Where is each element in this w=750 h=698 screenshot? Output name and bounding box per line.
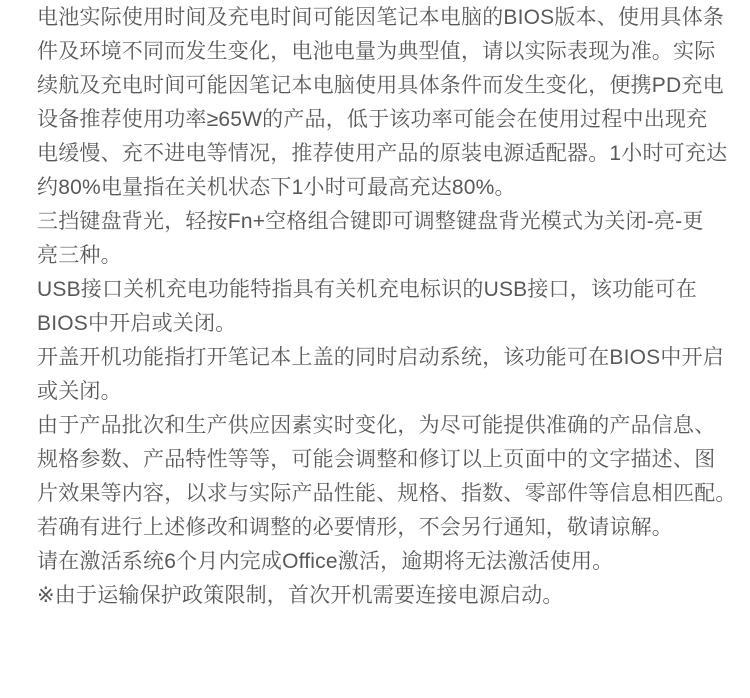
- text-line: 片效果等内容，以求与实际产品性能、规格、指数、零部件等信息相匹配。: [37, 482, 737, 505]
- text-line: 开盖开机功能指打开笔记本上盖的同时启动系统，该功能可在BIOS中开启: [37, 346, 724, 369]
- text-line: 请在激活系统6个月内完成Office激活，逾期将无法激活使用。: [37, 550, 614, 573]
- text-line: 件及环境不同而发生变化，电池电量为典型值，请以实际表现为准。实际: [37, 40, 716, 63]
- text-line: 设备推荐使用功率≥65W的产品，低于该功率可能会在使用过程中出现充: [37, 108, 708, 131]
- text-line: USB接口关机充电功能特指具有关机充电标识的USB接口，该功能可在: [37, 278, 697, 301]
- text-line: 电缓慢、充不进电等情况，推荐使用产品的原装电源适配器。1小时可充达: [37, 142, 728, 165]
- text-line: 约80%电量指在关机状态下1小时可最高充达80%。: [37, 176, 516, 199]
- text-line: 规格参数、产品特性等等，可能会调整和修订以上页面中的文字描述、图: [37, 448, 716, 471]
- text-line: 亮三种。: [37, 244, 122, 267]
- text-line: BIOS中开启或关闭。: [37, 312, 237, 335]
- text-line: 电池实际使用时间及充电时间可能因笔记本电脑的BIOS版本、使用具体条: [37, 6, 724, 29]
- text-line: 由于产品批次和生产供应因素实时变化，为尽可能提供准确的产品信息、: [37, 414, 716, 437]
- text-line: ※由于运输保护政策限制，首次开机需要连接电源启动。: [37, 584, 564, 607]
- text-line: 若确有进行上述修改和调整的必要情形，不会另行通知，敬请谅解。: [37, 516, 673, 539]
- text-line: 或关闭。: [37, 380, 122, 403]
- disclaimer-text-block: [37, 1, 737, 613]
- text-line: 三挡键盘背光，轻按Fn+空格组合键即可调整键盘背光模式为关闭-亮-更: [37, 210, 704, 233]
- text-line: 续航及充电时间可能因笔记本电脑使用具体条件而发生变化，便携PD充电: [37, 74, 724, 97]
